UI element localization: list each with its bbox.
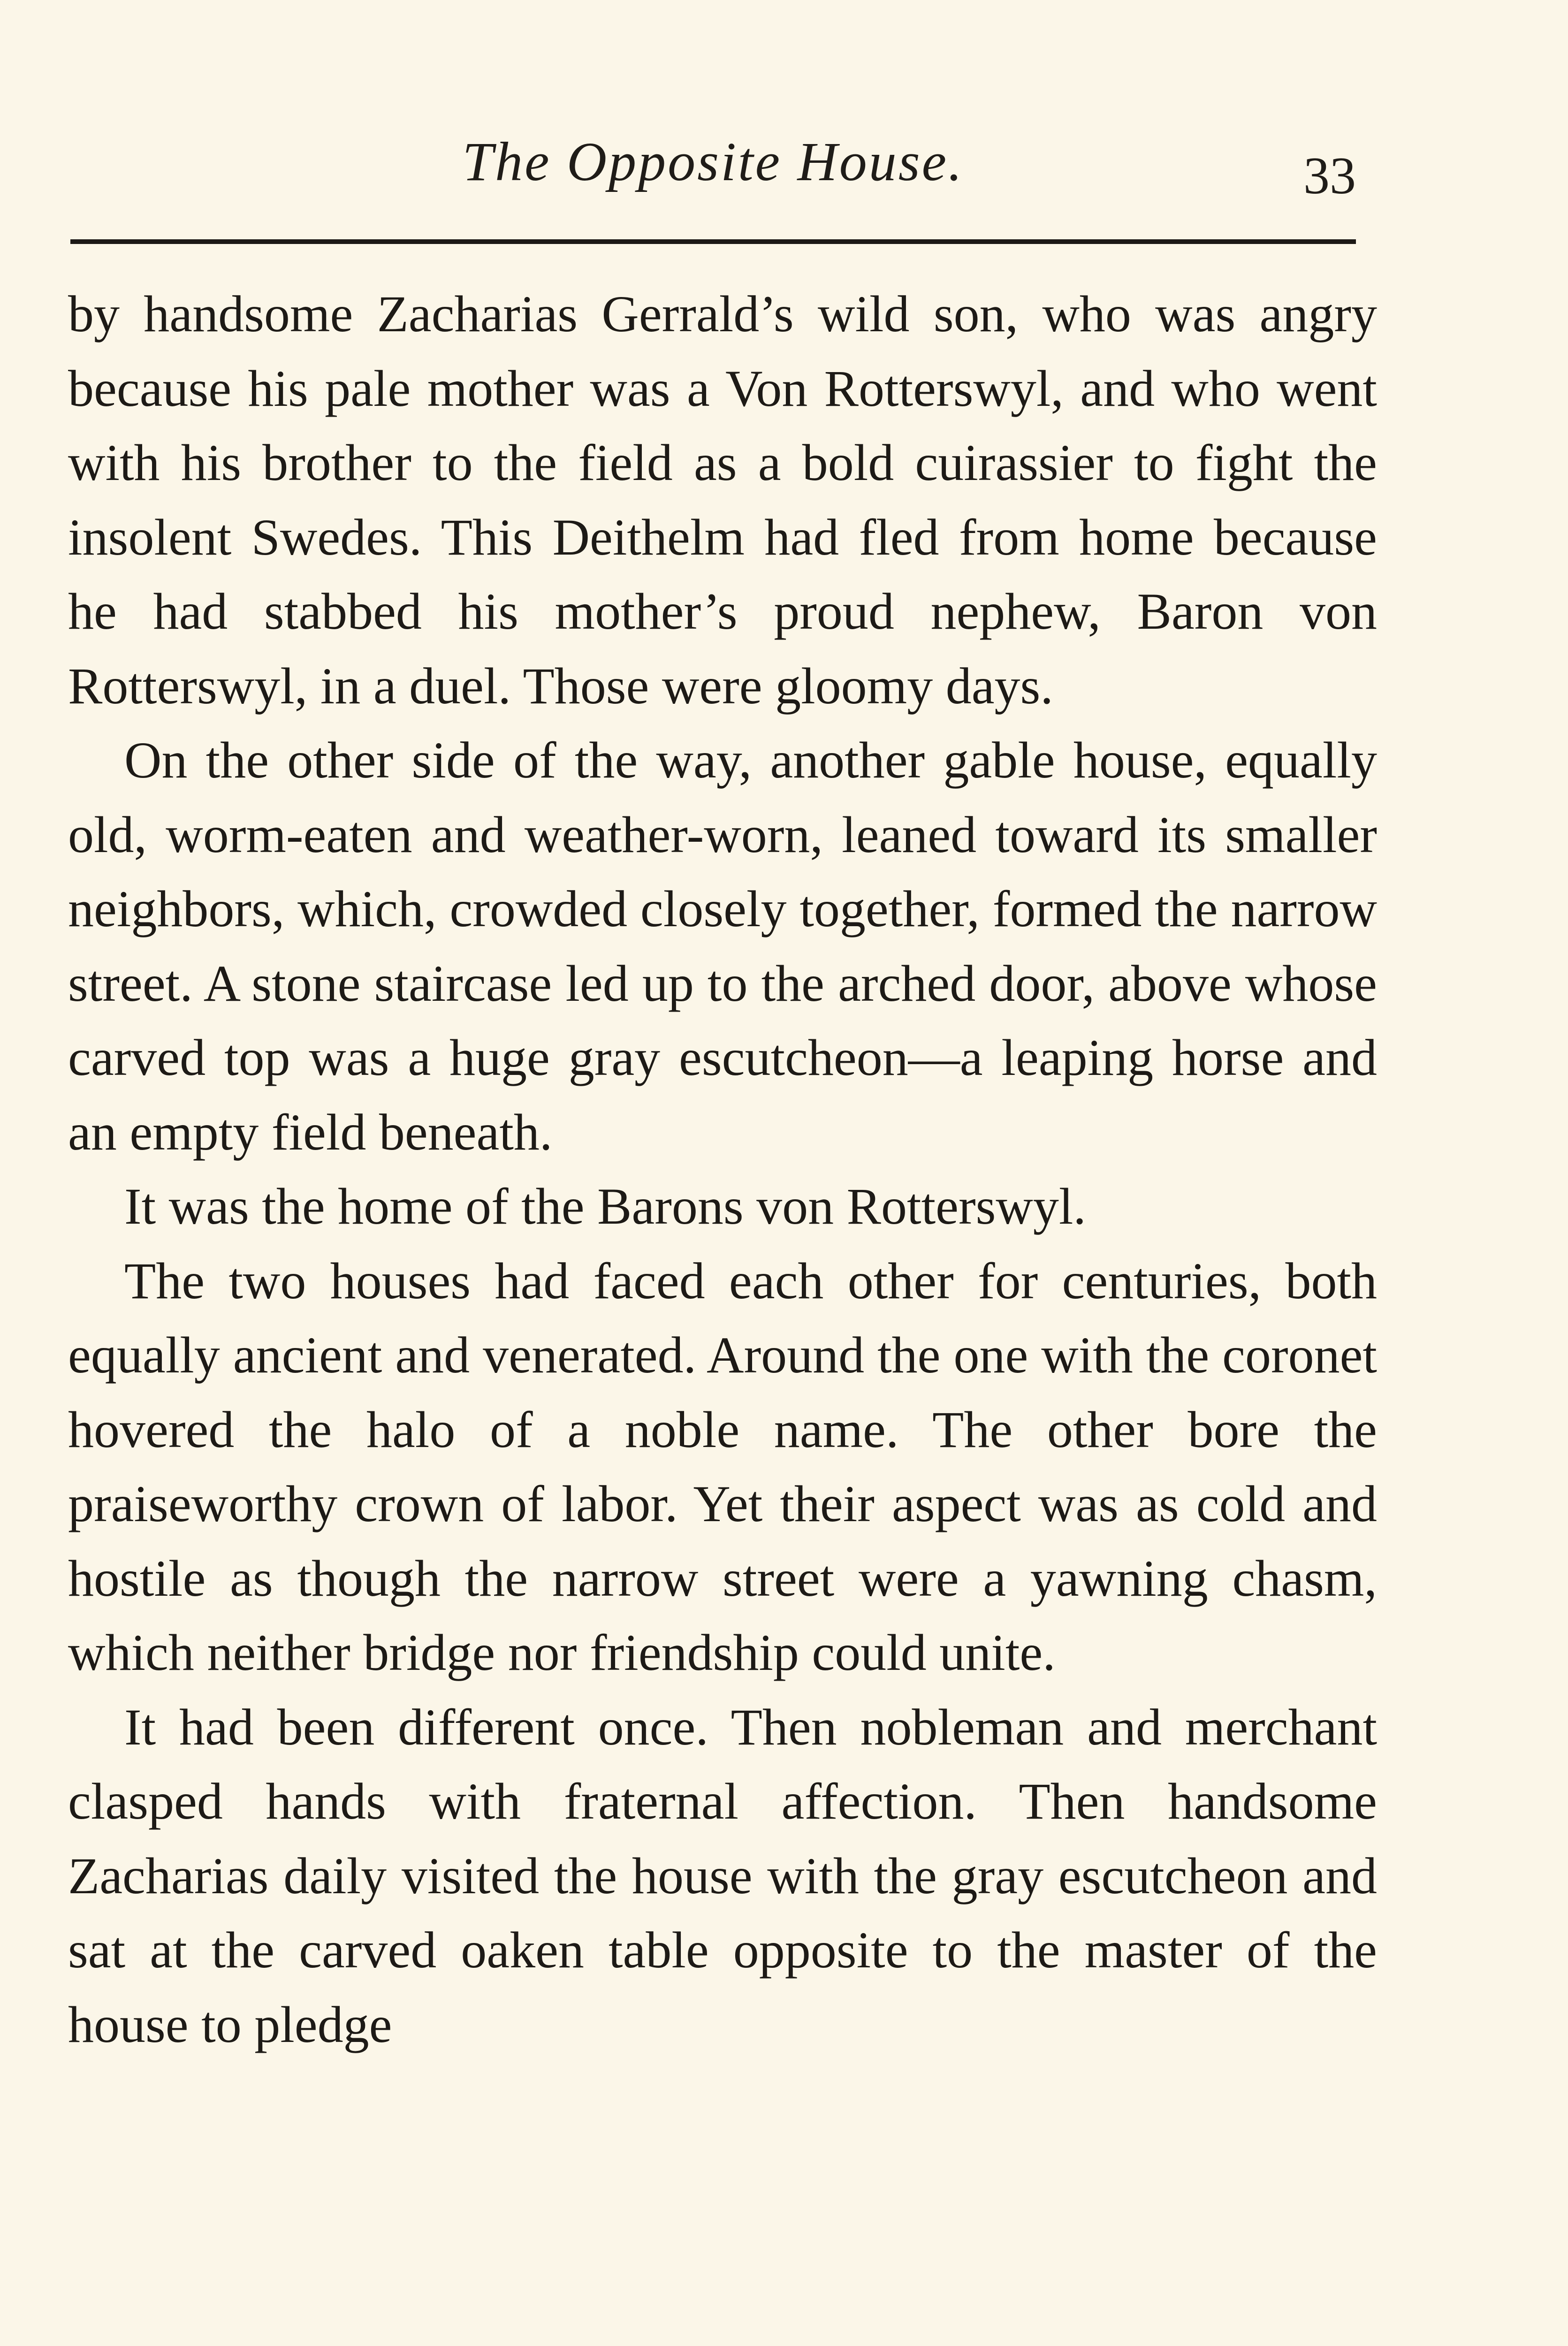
running-head — [70, 127, 1356, 205]
page-number: 33 — [1303, 147, 1356, 205]
paragraph-3: It was the home of the Barons von Rotterswyl. — [124, 1178, 1086, 1235]
paragraph-1: by handsome Zacharias Gerrald’s wild son, who was angry because his pale mother was a Von Rotterswyl, and who went with his brother to the field as a bold cuirassier to fight the insolent Swedes. This Deithelm had fled from home because he had stabbed his mother’s proud nephew, Baron von Rotterswyl, in a duel. Those were gloomy days. — [68, 285, 1377, 715]
body-text — [68, 277, 1377, 2062]
paragraph-2: On the other side of the way, another gable house, equally old, worm-eaten and weather-worn, leaned toward its smaller neighbors, which, crowded closely together, formed the narrow street. A stone staircase led up to the arched door, above whose carved top was a huge gray escutcheon—a leaping horse and an empty field beneath. — [68, 731, 1377, 1161]
running-title: The Opposite House. — [462, 131, 964, 192]
paragraph-4: The two houses had faced each other for centuries, both equally ancient and venerated. Around the one with the coronet hovered the halo of a noble name. The other bore the praiseworthy crown of labor. Yet their aspect was as cold and hostile as though the narrow street were a yawning chasm, which neither bridge nor friendship could unite. — [68, 1252, 1377, 1681]
paragraph-5: It had been different once. Then nobleman and merchant clasped hands with fraternal affection. Then handsome Zacharias daily visited the house with the gray escutcheon and sat at the carved oaken table opposite to the master of the house to pledge — [68, 1698, 1377, 2053]
header-rule — [70, 239, 1356, 244]
